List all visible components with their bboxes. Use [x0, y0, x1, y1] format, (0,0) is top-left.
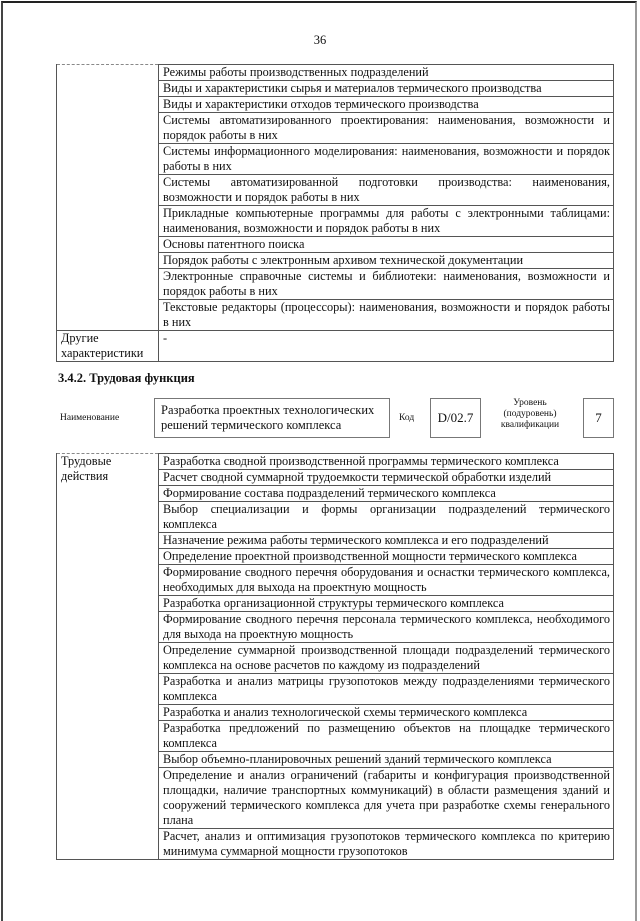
table-cell: Прикладные компьютерные программы для работы с электронными таблицами: наименования, возможности и порядок работы в них [159, 206, 614, 237]
labor-actions-label: Трудовые действия [57, 454, 159, 860]
table-cell: Разработка предложений по размещению объектов на площадке термического комплекса [159, 721, 614, 752]
table-cell: Электронные справочные системы и библиотеки: наименования, возможности и порядок работы в них [159, 269, 614, 300]
table-cell: Выбор специализации и формы организации подразделений термического комплекса [159, 502, 614, 533]
table-cell: Назначение режима работы термического комплекса и его подразделений [159, 533, 614, 549]
table-cell: Разработка и анализ матрицы грузопотоков между подразделениями термического комплекса [159, 674, 614, 705]
table-cell: Системы автоматизированной подготовки производства: наименования, возможности и порядок работы в них [159, 175, 614, 206]
row-label-cell [57, 65, 159, 331]
table-cell: Системы информационного моделирования: наименования, возможности и порядок работы в них [159, 144, 614, 175]
table-cell: Виды и характеристики сырья и материалов термического производства [159, 81, 614, 97]
qualification-level-box: 7 [583, 398, 614, 438]
section-title: 3.4.2. Трудовая функция [58, 371, 195, 385]
table-row [57, 65, 614, 81]
table-cell: Расчет сводной суммарной трудоемкости термической обработки изделий [159, 470, 614, 486]
table-cell: Формирование сводного перечня персонала термического комплекса, необходимого для выхода на проектную мощность [159, 612, 614, 643]
table-row [57, 331, 614, 362]
labor-actions-table [56, 453, 614, 860]
table-cell: Определение и анализ ограничений (габариты и конфигурация производственной площадки, наличие транспортных коммуникаций) в области размещения зданий и сооружений термического комплекса для учета при разработке схемы генерального плана [159, 768, 614, 829]
table-cell: Формирование состава подразделений термического комплекса [159, 486, 614, 502]
table-cell: Разработка организационной структуры термического комплекса [159, 596, 614, 612]
level-label-line: квалификации [500, 420, 560, 430]
table-cell: Определение проектной производственной мощности термического комплекса [159, 549, 614, 565]
table-cell: Формирование сводного перечня оборудования и оснастки термического комплекса, необходимых для выхода на проектную мощность [159, 565, 614, 596]
table-cell: Основы патентного поиска [159, 237, 614, 253]
level-label-line: Уровень [513, 398, 547, 408]
code-box: D/02.7 [430, 398, 481, 438]
table-cell: Расчет, анализ и оптимизация грузопотоков термического комплекса по критерию минимума суммарной мощности грузопотоков [159, 829, 614, 860]
other-characteristics-label: Другие характеристики [57, 331, 159, 362]
name-label: Наименование [60, 413, 120, 423]
table-cell: Порядок работы с электронным архивом технической документации [159, 253, 614, 269]
table-cell: Разработка и анализ технологической схемы термического комплекса [159, 705, 614, 721]
other-characteristics-value: - [159, 331, 614, 362]
table-cell: Текстовые редакторы (процессоры): наименования, возможности и порядок работы в них [159, 300, 614, 331]
table-cell: Системы автоматизированного проектирования: наименования, возможности и порядок работы в них [159, 113, 614, 144]
code-label: Код [399, 413, 415, 423]
table-cell: Определение суммарной производственной площади подразделений термического комплекса на основе расчетов по каждому из подразделений [159, 643, 614, 674]
table-cell: Режимы работы производственных подразделений [159, 65, 614, 81]
table-row [57, 454, 614, 470]
qualification-level-label [488, 398, 572, 431]
function-name-box: Разработка проектных технологических решений термического комплекса [154, 398, 390, 438]
page-number: 36 [313, 33, 327, 47]
knowledge-table [56, 64, 614, 362]
table-cell: Разработка сводной производственной программы термического комплекса [159, 454, 614, 470]
level-label-line: (подуровень) [503, 409, 557, 419]
table-cell: Выбор объемно-планировочных решений зданий термического комплекса [159, 752, 614, 768]
table-cell: Виды и характеристики отходов термического производства [159, 97, 614, 113]
